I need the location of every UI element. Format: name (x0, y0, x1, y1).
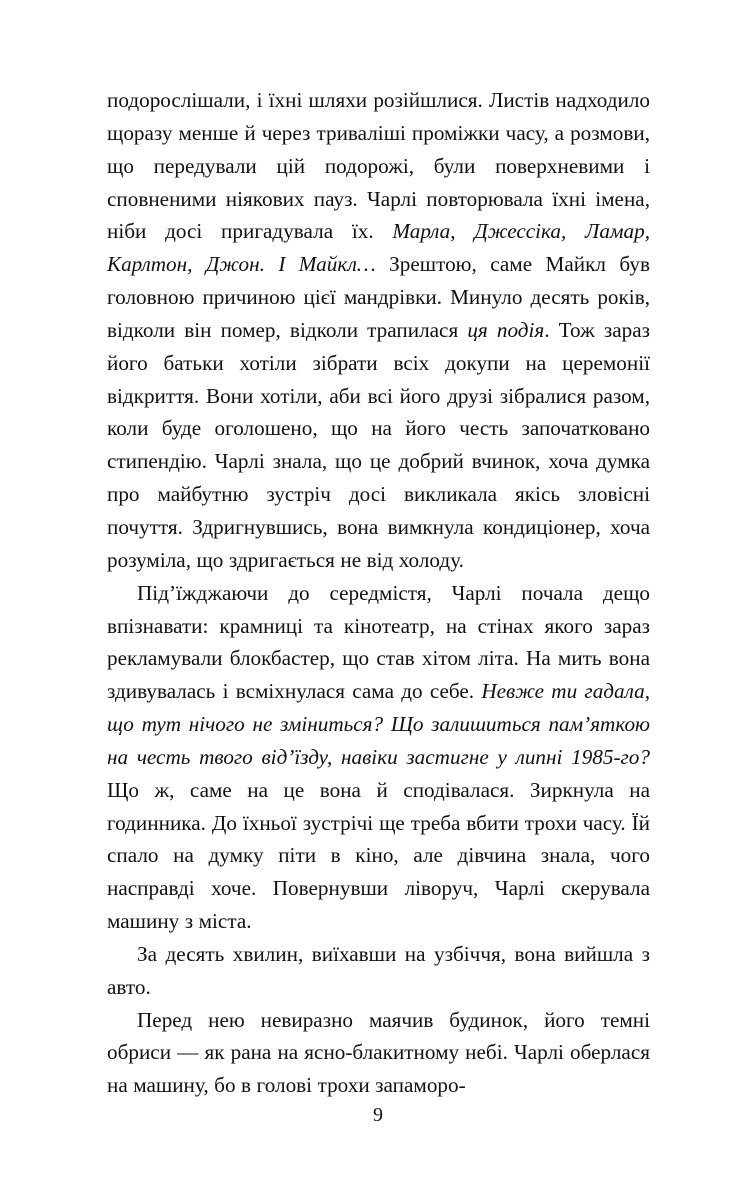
text-run: За десять хвилин, виїхавши на узбіччя, вона вийшла з авто. (107, 941, 650, 999)
page-number: 9 (373, 1104, 383, 1126)
emphasis-run: ця подія (467, 317, 545, 342)
page-text-block (107, 84, 650, 1102)
paragraph-2 (107, 577, 650, 938)
text-run: подорослішали, і їхні шляхи розійшлися. Листів надходило щоразу менше й через триваліші проміжки часу, а розмови, що передували цій подорожі, були поверхневими і сповненими ніякових пауз. Чарлі повторювала їхні імена, ніби досі пригадувала їх. (107, 88, 650, 244)
text-run: Перед нею невиразно маячив будинок, його темні обриси — як рана на ясно-блакитному небі. Чарлі оберлася на машину, бо в голові трохи запаморо- (107, 1007, 650, 1098)
emphasis-run: Марла, Джессіка, Ламар, Карлтон, Джон. І Майкл… (107, 219, 650, 277)
text-run: Під’їжджаючи до середмістя, Чарлі почала дещо впізнавати: крамниці та кінотеатр, на стінах якого зараз рекламували блокбастер, що став хітом літа. На мить вона здивувалась і всміхнулася сама до себе. (107, 580, 650, 704)
paragraph-1 (107, 84, 650, 577)
text-run: Що ж, саме на це вона й сподівалася. Зиркнула на годинника. До їхньої зустрічі ще треба вбити трохи часу. Їй спало на думку піти в кіно, але дівчина знала, чого насправді хоче. Повернувши ліворуч, Чарлі скерувала машину з міста. (107, 777, 650, 934)
paragraph-4 (107, 1004, 650, 1103)
paragraph-3 (107, 938, 650, 1004)
text-run: Зрештою, саме Майкл був головною причиною цієї мандрівки. Минуло десять років, відколи він помер, відколи трапилася (107, 252, 650, 342)
emphasis-run: Невже ти гадала, що тут нічого не зміниться? Що залишиться пам’яткою на честь твого від’їзду, навіки застигне у липні 1985-го? (107, 679, 650, 769)
text-run: . Тож зараз його батьки хотіли зібрати всіх докупи на церемонії відкриття. Вони хотіли, аби всі його друзі зібралися разом, коли буде оголошено, що на його честь започатковано стипендію. Чарлі знала, що це добрий вчинок, хоча думка про майбутню зустріч досі викликала якісь зловісні почуття. Здригнувшись, вона вимкнула кондиціонер, хоча розуміла, що здригається не від холоду. (107, 317, 650, 572)
